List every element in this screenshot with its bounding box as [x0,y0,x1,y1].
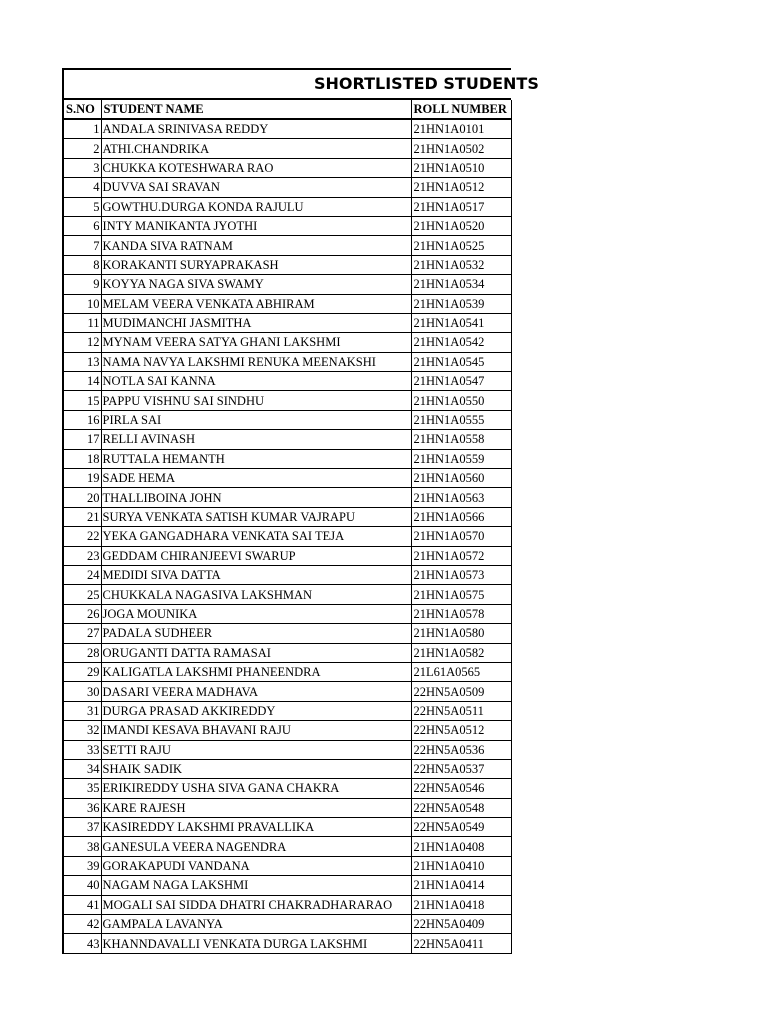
cell-roll-number: 22HN5A0549 [411,818,511,837]
cell-sno: 39 [64,856,101,875]
table-row [64,216,511,235]
table-row [64,934,511,953]
cell-student-name: IMANDI KESAVA BHAVANI RAJU [101,721,411,740]
table-row [64,837,511,856]
table-row [64,740,511,759]
cell-student-name: KARE RAJESH [101,798,411,817]
cell-student-name: MOGALI SAI SIDDA DHATRI CHAKRADHARARAO [101,895,411,914]
table-row [64,313,511,332]
cell-roll-number: 21HN1A0408 [411,837,511,856]
cell-sno: 9 [64,275,101,294]
cell-roll-number: 21HN1A0541 [411,313,511,332]
cell-sno: 2 [64,139,101,158]
table-row [64,565,511,584]
table-row [64,818,511,837]
cell-roll-number: 21HN1A0573 [411,565,511,584]
cell-sno: 22 [64,527,101,546]
table-row [64,643,511,662]
cell-student-name: KORAKANTI SURYAPRAKASH [101,255,411,274]
cell-sno: 36 [64,798,101,817]
cell-student-name: GANESULA VEERA NAGENDRA [101,837,411,856]
cell-sno: 17 [64,430,101,449]
cell-sno: 7 [64,236,101,255]
cell-student-name: DUVVA SAI SRAVAN [101,178,411,197]
spreadsheet-table [62,68,539,954]
cell-sno: 38 [64,837,101,856]
cell-student-name: GORAKAPUDI VANDANA [101,856,411,875]
cell-roll-number: 21L61A0565 [411,662,511,681]
cell-sno: 28 [64,643,101,662]
table-row [64,876,511,895]
cell-roll-number: 21HN1A0534 [411,275,511,294]
cell-student-name: ORUGANTI DATTA RAMASAI [101,643,411,662]
table-row [64,779,511,798]
cell-sno: 24 [64,565,101,584]
table-row [64,294,511,313]
cell-sno: 32 [64,721,101,740]
cell-roll-number: 21HN1A0510 [411,158,511,177]
cell-student-name: KOYYA NAGA SIVA SWAMY [101,275,411,294]
cell-student-name: DASARI VEERA MADHAVA [101,682,411,701]
table-row [64,119,511,139]
table-row [64,158,511,177]
cell-roll-number: 21HN1A0560 [411,469,511,488]
cell-roll-number: 21HN1A0558 [411,430,511,449]
cell-sno: 29 [64,662,101,681]
cell-student-name: SADE HEMA [101,469,411,488]
table-row [64,507,511,526]
cell-roll-number: 22HN5A0411 [411,934,511,953]
cell-sno: 43 [64,934,101,953]
column-header-sno: S.NO [64,100,101,119]
cell-sno: 25 [64,585,101,604]
cell-student-name: KALIGATLA LAKSHMI PHANEENDRA [101,662,411,681]
cell-student-name: CHUKKA KOTESHWARA RAO [101,158,411,177]
cell-roll-number: 21HN1A0550 [411,391,511,410]
cell-sno: 4 [64,178,101,197]
cell-sno: 42 [64,915,101,934]
table-row [64,236,511,255]
cell-student-name: MYNAM VEERA SATYA GHANI LAKSHMI [101,333,411,352]
cell-student-name: KASIREDDY LAKSHMI PRAVALLIKA [101,818,411,837]
cell-sno: 27 [64,624,101,643]
cell-sno: 12 [64,333,101,352]
table-row [64,546,511,565]
cell-roll-number: 22HN5A0548 [411,798,511,817]
cell-student-name: SURYA VENKATA SATISH KUMAR VAJRAPU [101,507,411,526]
table-row [64,469,511,488]
cell-roll-number: 21HN1A0547 [411,372,511,391]
cell-sno: 10 [64,294,101,313]
cell-roll-number: 21HN1A0520 [411,216,511,235]
cell-student-name: GOWTHU.DURGA KONDA RAJULU [101,197,411,216]
table-row [64,488,511,507]
cell-roll-number: 21HN1A0539 [411,294,511,313]
cell-roll-number: 21HN1A0101 [411,119,511,139]
table-row [64,585,511,604]
cell-roll-number: 21HN1A0555 [411,410,511,429]
cell-roll-number: 22HN5A0512 [411,721,511,740]
table-row [64,624,511,643]
title-row [64,68,539,100]
cell-sno: 1 [64,119,101,139]
table-row [64,856,511,875]
cell-sno: 33 [64,740,101,759]
cell-student-name: PADALA SUDHEER [101,624,411,643]
cell-sno: 37 [64,818,101,837]
cell-roll-number: 22HN5A0537 [411,759,511,778]
cell-roll-number: 21HN1A0566 [411,507,511,526]
cell-student-name: SETTI RAJU [101,740,411,759]
cell-roll-number: 21HN1A0570 [411,527,511,546]
cell-student-name: THALLIBOINA JOHN [101,488,411,507]
cell-sno: 40 [64,876,101,895]
table-row [64,178,511,197]
cell-sno: 41 [64,895,101,914]
cell-roll-number: 21HN1A0578 [411,604,511,623]
cell-sno: 16 [64,410,101,429]
cell-sno: 8 [64,255,101,274]
table-row [64,721,511,740]
cell-roll-number: 22HN5A0409 [411,915,511,934]
cell-roll-number: 21HN1A0545 [411,352,511,371]
cell-student-name: NAGAM NAGA LAKSHMI [101,876,411,895]
table-row [64,352,511,371]
page-title: SHORTLISTED STUDENTS [314,74,539,93]
table-row [64,372,511,391]
cell-roll-number: 21HN1A0575 [411,585,511,604]
cell-roll-number: 21HN1A0563 [411,488,511,507]
table-row [64,895,511,914]
cell-student-name: DURGA PRASAD AKKIREDDY [101,701,411,720]
cell-sno: 11 [64,313,101,332]
table-row [64,410,511,429]
cell-sno: 35 [64,779,101,798]
cell-sno: 6 [64,216,101,235]
cell-sno: 26 [64,604,101,623]
cell-sno: 34 [64,759,101,778]
cell-student-name: KANDA SIVA RATNAM [101,236,411,255]
cell-roll-number: 21HN1A0410 [411,856,511,875]
table-row [64,430,511,449]
cell-student-name: MUDIMANCHI JASMITHA [101,313,411,332]
table-row [64,255,511,274]
cell-student-name: ATHI.CHANDRIKA [101,139,411,158]
cell-roll-number: 21HN1A0542 [411,333,511,352]
cell-student-name: KHANNDAVALLI VENKATA DURGA LAKSHMI [101,934,411,953]
column-header-roll: ROLL NUMBER [411,100,511,119]
cell-sno: 14 [64,372,101,391]
cell-sno: 3 [64,158,101,177]
cell-sno: 13 [64,352,101,371]
cell-roll-number: 21HN1A0517 [411,197,511,216]
cell-sno: 30 [64,682,101,701]
cell-sno: 19 [64,469,101,488]
cell-roll-number: 21HN1A0582 [411,643,511,662]
cell-roll-number: 22HN5A0536 [411,740,511,759]
cell-roll-number: 21HN1A0512 [411,178,511,197]
cell-roll-number: 21HN1A0414 [411,876,511,895]
table-row [64,915,511,934]
cell-roll-number: 21HN1A0580 [411,624,511,643]
cell-roll-number: 21HN1A0532 [411,255,511,274]
cell-sno: 31 [64,701,101,720]
cell-student-name: PAPPU VISHNU SAI SINDHU [101,391,411,410]
column-header-name: STUDENT NAME [101,100,411,119]
cell-roll-number: 21HN1A0572 [411,546,511,565]
cell-roll-number: 21HN1A0525 [411,236,511,255]
table-row [64,682,511,701]
cell-roll-number: 22HN5A0509 [411,682,511,701]
table-row [64,449,511,468]
cell-student-name: PIRLA SAI [101,410,411,429]
cell-sno: 20 [64,488,101,507]
cell-student-name: NOTLA SAI KANNA [101,372,411,391]
cell-student-name: CHUKKALA NAGASIVA LAKSHMAN [101,585,411,604]
table-row [64,139,511,158]
table-row [64,701,511,720]
table-row [64,662,511,681]
cell-student-name: MELAM VEERA VENKATA ABHIRAM [101,294,411,313]
table-row [64,333,511,352]
cell-student-name: NAMA NAVYA LAKSHMI RENUKA MEENAKSHI [101,352,411,371]
cell-student-name: GAMPALA LAVANYA [101,915,411,934]
cell-sno: 23 [64,546,101,565]
table-row [64,197,511,216]
table-body [64,119,511,953]
cell-student-name: MEDIDI SIVA DATTA [101,565,411,584]
cell-student-name: RELLI AVINASH [101,430,411,449]
header-row [64,100,511,119]
cell-roll-number: 22HN5A0546 [411,779,511,798]
cell-student-name: ERIKIREDDY USHA SIVA GANA CHAKRA [101,779,411,798]
cell-sno: 21 [64,507,101,526]
students-table [64,100,512,954]
cell-student-name: GEDDAM CHIRANJEEVI SWARUP [101,546,411,565]
table-row [64,275,511,294]
cell-sno: 5 [64,197,101,216]
cell-roll-number: 22HN5A0511 [411,701,511,720]
cell-student-name: JOGA MOUNIKA [101,604,411,623]
table-row [64,604,511,623]
cell-roll-number: 21HN1A0418 [411,895,511,914]
cell-student-name: RUTTALA HEMANTH [101,449,411,468]
table-row [64,391,511,410]
cell-sno: 18 [64,449,101,468]
table-row [64,759,511,778]
cell-student-name: INTY MANIKANTA JYOTHI [101,216,411,235]
cell-student-name: SHAIK SADIK [101,759,411,778]
cell-roll-number: 21HN1A0502 [411,139,511,158]
table-row [64,527,511,546]
cell-student-name: YEKA GANGADHARA VENKATA SAI TEJA [101,527,411,546]
cell-sno: 15 [64,391,101,410]
cell-roll-number: 21HN1A0559 [411,449,511,468]
cell-student-name: ANDALA SRINIVASA REDDY [101,119,411,139]
table-row [64,798,511,817]
